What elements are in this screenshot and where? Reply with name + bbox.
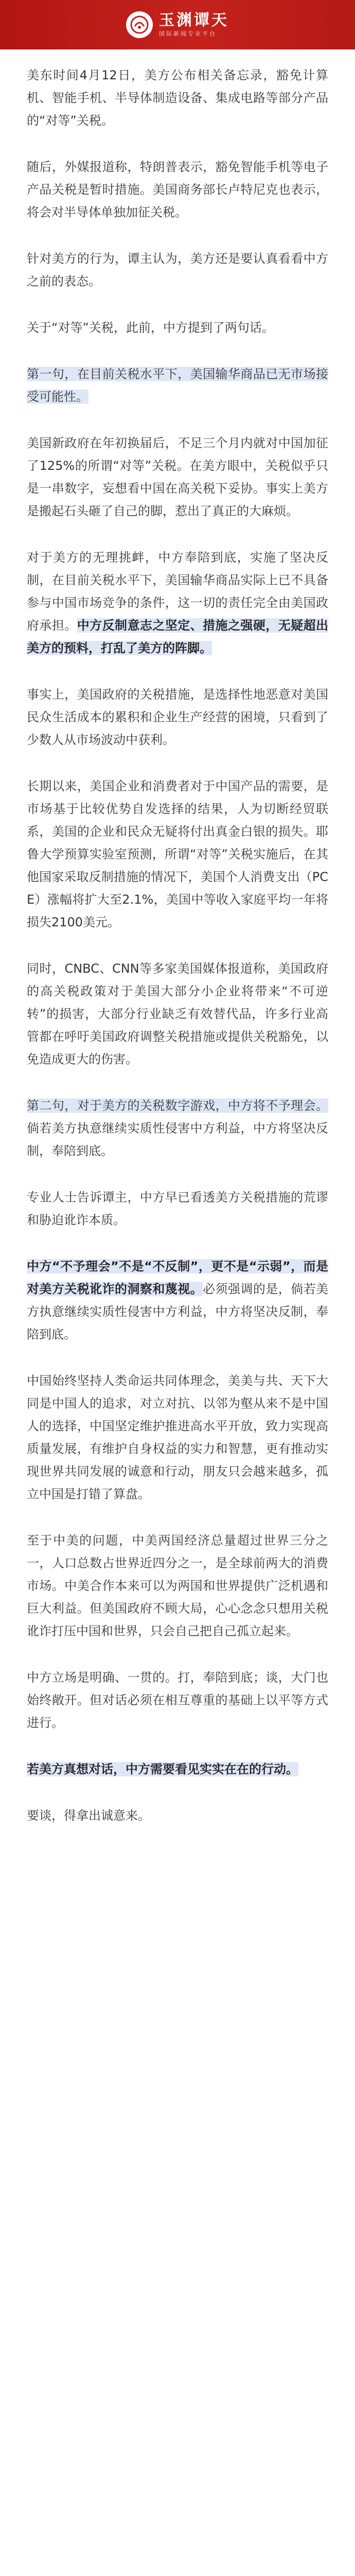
paragraph-us-policy: 事实上，美国政府的关税措施，是选择性地恶意对美国民众生活成本的累积和企业生产经营的困境，只看到了少数人从市场波动中获利。	[27, 687, 328, 747]
logo-emblem-icon	[126, 11, 153, 38]
paragraph-countermeasures	[27, 546, 328, 659]
highlight-text: 第二句，对于美方的关税数字游戏，中方将不予理会。	[27, 1098, 328, 1113]
brand-logo	[126, 11, 229, 38]
brand-title: 玉渊谭天	[159, 11, 229, 29]
highlight-text: 第一句，在目前关税水平下，美国输华商品已无市场接受可能性。	[27, 367, 328, 404]
bold-highlight-text: 中方反制意志之坚定、措施之强硬，无疑超出美方的预料，打乱了美方的阵脚。	[27, 618, 329, 655]
highlight-point-two	[27, 1094, 328, 1162]
paragraph-two-points: 关于“对等”关税，此前，中方提到了两句话。	[27, 320, 274, 335]
paragraph-text: 必须强调的是，倘若美方执意继续实质性侵害中方利益，中方将坚决反制，奉陪到底。	[27, 1282, 329, 1342]
paragraph-tariff-125: 美国新政府在年初换届后，不足三个月内就对中国加征了125%的所谓“对等”关税。在美方眼中，关税似乎只是一串数字，妄想看中国在高关税下妥协。事实上美方是搬起石头砸了自己的脚，惹出了真正的大麻烦。	[27, 436, 328, 518]
header-banner	[0, 0, 355, 49]
paragraph-media-reports: 同时，CNBC、CNN等多家美国媒体报道称，美国政府的高关税政策对于美国大部分小企业将带来“不可逆转”的损害，大部分行业缺乏有效替代品，许多行业高管都在呼吁美国政府调整关税措施或提供关税豁免，以免造成更大的伤害。	[27, 961, 328, 1066]
paragraph-text: 对于美方的无理挑衅，中方奉陪到底，实施了坚决反制，在目前关税水平下，美国输华商品实际上已不具备参与中国市场竞争的条件，这一切的责任完全由美国政府承担。	[27, 550, 328, 633]
highlight-text: 若美方真想对话，中方需要看见实实在在的行动。	[27, 1762, 298, 1776]
brand-subtitle: 国际新闻专业平台	[159, 30, 217, 37]
paragraph-closing: 要谈，得拿出诚意来。	[27, 1808, 150, 1823]
paragraph-reports: 随后，外媒报道称，特朗普表示，豁免智能手机等电子产品关税是暂时措施。美国商务部长卢特尼克也表示，将会对半导体单独加征关税。	[27, 160, 328, 219]
paragraph-yale-lab: 长期以来，美国企业和消费者对于中国产品的需要，是市场基于比较优势自发选择的结果，人为切断经贸联系，美国的企业和民众无疑将付出真金白银的损失。耶鲁大学预算实验室预测，所谓“对等”关税实施后，在其他国家采取反制措施的情况下，美国个人消费支出（PCE）涨幅将扩大至2.1%，美国中等收入家庭平均一年将损失2100美元。	[27, 779, 328, 929]
paragraph-community: 中国始终坚持人类命运共同体理念，美美与共、天下大同是中国人的追求，对立对抗、以邻为壑从来不是中国人的选择，中国坚定维护推进高水平开放，致力实现高质量发展，有维护自身权益的实力和智慧，更有推动实现世界共同发展的诚意和行动，朋友只会越来越多，孤立中国是打错了算盘。	[27, 1374, 328, 1501]
paragraph-position: 中方立场是明确、一贯的。打，奉陪到底；谈，大门也始终敞开。但对话必须在相互尊重的基础上以平等方式进行。	[27, 1670, 328, 1730]
paragraph-experts: 专业人士告诉谭主，中方早已看透美方关税措施的荒谬和胁迫讹诈本质。	[27, 1190, 328, 1227]
paragraph-not-ignore	[27, 1255, 328, 1346]
paragraph-intro: 美东时间4月12日，美方公布相关备忘录，豁免计算机、智能手机、半导体制造设备、集成电路等部分产品的“对等”关税。	[27, 68, 328, 128]
bold-highlight-text: 中方“不予理会”不是“不反制”，更不是“示弱”，而是对美方关税讹诈的洞察和蔑视。	[27, 1259, 328, 1296]
paragraph-view: 针对美方的行为，谭主认为，美方还是要认真看看中方之前的表态。	[27, 251, 328, 289]
highlight-point-three	[27, 1758, 328, 1781]
highlight-point-one	[27, 363, 328, 408]
paragraph-text: 倘若美方执意继续实质性侵害中方利益，中方将坚决反制，奉陪到底。	[27, 1121, 328, 1158]
article-body	[0, 49, 355, 1827]
paragraph-china-us: 至于中美的问题，中美两国经济总量超过世界三分之一，人口总数占世界近四分之一，是全球前两大的消费市场。中美合作本来可以为两国和世界提供广泛机遇和巨大利益。但美国政府不顾大局，心心念念只想用关税讹诈打压中国和世界，只会自己把自己孤立起来。	[27, 1533, 328, 1638]
